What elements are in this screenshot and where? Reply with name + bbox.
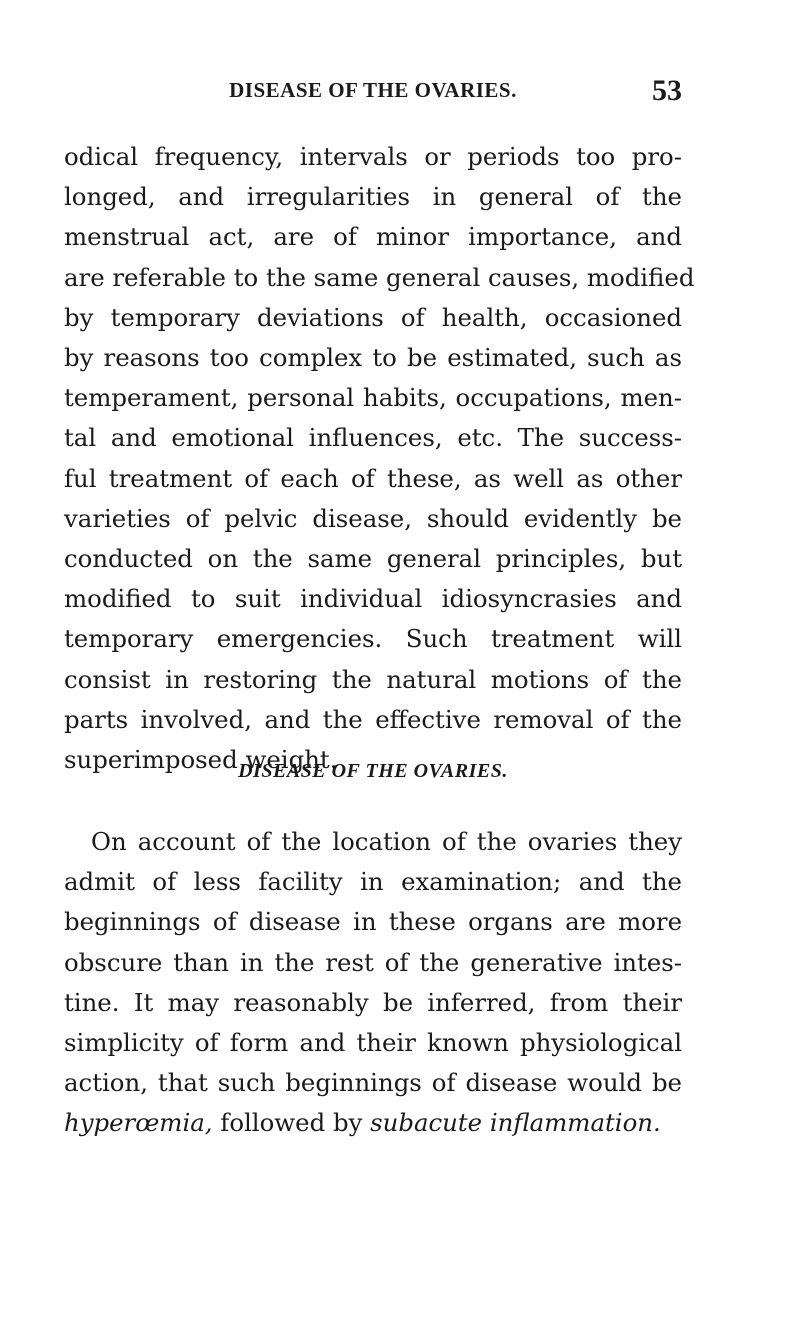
text-line: superimposed weight. bbox=[64, 745, 338, 775]
text-line: beginnings of disease in these organs are more bbox=[64, 907, 682, 937]
text-line: longed, and irregularities in general of the bbox=[64, 182, 682, 212]
page-number: 53 bbox=[652, 74, 682, 107]
text-line: by reasons too complex to be estimated, such as bbox=[64, 343, 682, 373]
running-head bbox=[64, 74, 682, 118]
text-line-final bbox=[64, 1103, 682, 1143]
running-title: DISEASE OF THE OVARIES. bbox=[229, 78, 517, 102]
text-line: On account of the location of the ovaries they bbox=[91, 827, 682, 856]
text-line: tine. It may reasonably be inferred, from their bbox=[64, 987, 682, 1017]
text-line: consist in restoring the natural motions of the bbox=[64, 664, 682, 694]
text-line: conducted on the same general principles, but bbox=[64, 544, 682, 574]
italic-term: hyperœmia, bbox=[64, 1108, 213, 1138]
text-line: are referable to the same general causes, modified bbox=[64, 262, 695, 292]
paragraph-1 bbox=[64, 137, 695, 780]
section-heading: DISEASE OF THE OVARIES. bbox=[238, 760, 508, 782]
paragraph-2 bbox=[64, 822, 682, 1144]
text-line: by temporary deviations of health, occasioned bbox=[64, 302, 682, 332]
text-line: temporary emergencies. Such treatment will bbox=[64, 624, 682, 654]
text-line: menstrual act, are of minor importance, and bbox=[64, 222, 682, 252]
text-line: modified to suit individual idiosyncrasies and bbox=[64, 584, 682, 614]
text-line: admit of less facility in examination; and the bbox=[64, 867, 682, 897]
text-line: parts involved, and the effective removal of the bbox=[64, 704, 682, 734]
text-line: simplicity of form and their known physiological bbox=[64, 1028, 682, 1058]
text-line: varieties of pelvic disease, should evidently be bbox=[64, 503, 682, 533]
text-line: action, that such beginnings of disease would be bbox=[64, 1068, 682, 1098]
text-line: tal and emotional influences, etc. The success- bbox=[64, 423, 682, 453]
text-line: odical frequency, intervals or periods too pro- bbox=[64, 142, 682, 171]
text-line: obscure than in the rest of the generative intes- bbox=[64, 947, 682, 977]
text-line: ful treatment of each of these, as well as other bbox=[64, 463, 682, 493]
text-line: temperament, personal habits, occupations, men- bbox=[64, 383, 682, 413]
italic-term: subacute inflammation. bbox=[370, 1108, 661, 1138]
text-fragment: followed by bbox=[212, 1108, 371, 1138]
